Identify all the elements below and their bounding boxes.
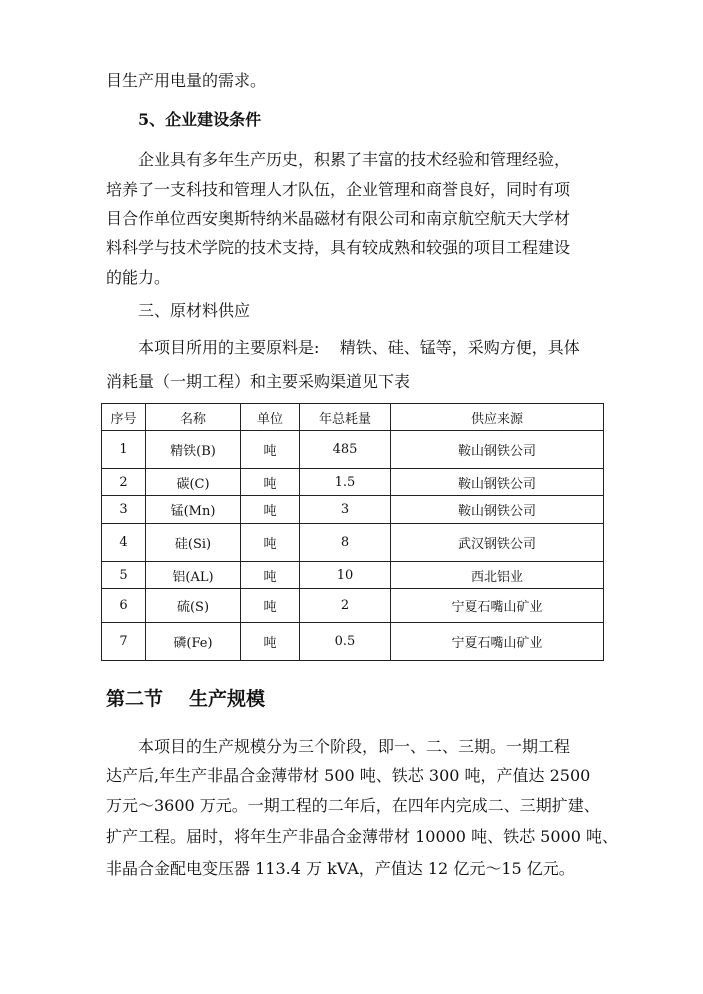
section-number: 第二节	[106, 688, 164, 710]
col-header-unit: 单位	[241, 404, 300, 431]
table-row	[102, 562, 604, 589]
cell-unit: 吨	[241, 431, 300, 469]
paragraph-line: 目生产用电量的需求。	[106, 71, 267, 90]
cell-consumption: 10	[300, 562, 391, 589]
col-header-index: 序号	[102, 404, 146, 431]
paragraph-line: 非晶合金配电变压器 113.4 万 kVA，产值达 12 亿元～15 亿元。	[106, 859, 575, 878]
table-header-row	[102, 404, 604, 431]
table-row	[102, 469, 604, 496]
cell-name: 碳(C)	[146, 469, 241, 496]
section-title: 生产规模	[189, 688, 266, 710]
cell-index: 4	[102, 524, 146, 562]
cell-source: 武汉钢铁公司	[391, 524, 604, 562]
cell-name: 硫(S)	[146, 589, 241, 623]
cell-consumption: 1.5	[300, 469, 391, 496]
cell-consumption: 8	[300, 524, 391, 562]
cell-source: 宁夏石嘴山矿业	[391, 589, 604, 623]
cell-consumption: 0.5	[300, 623, 391, 661]
cell-index: 7	[102, 623, 146, 661]
cell-unit: 吨	[241, 562, 300, 589]
paragraph-line: 达产后,年生产非晶合金薄带材 500 吨、铁芯 300 吨，产值达 2500	[106, 766, 591, 785]
paragraph-line: 本项目的生产规模分为三个阶段，即一、二、三期。一期工程	[138, 737, 571, 756]
paragraph-line: 企业具有多年生产历史，积累了丰富的技术经验和管理经验，	[138, 150, 571, 169]
table-row	[102, 589, 604, 623]
cell-unit: 吨	[241, 623, 300, 661]
cell-source: 鞍山钢铁公司	[391, 469, 604, 496]
cell-source: 西北铝业	[391, 562, 604, 589]
table-row	[102, 431, 604, 469]
section-heading-enterprise-conditions: 5、企业建设条件	[138, 110, 262, 129]
cell-unit: 吨	[241, 469, 300, 496]
paragraph-line: 培养了一支科技和管理人才队伍，企业管理和商誉良好，同时有项	[106, 180, 571, 199]
cell-unit: 吨	[241, 524, 300, 562]
table-row	[102, 524, 604, 562]
section-heading-production-scale	[106, 684, 265, 711]
cell-index: 1	[102, 431, 146, 469]
cell-index: 5	[102, 562, 146, 589]
paragraph-line: 消耗量（一期工程）和主要采购渠道见下表	[106, 372, 411, 391]
paragraph-line: 的能力。	[106, 268, 171, 287]
section-heading-raw-materials: 三、原材料供应	[138, 301, 251, 320]
cell-consumption: 485	[300, 431, 391, 469]
cell-name: 铝(AL)	[146, 562, 241, 589]
paragraph-line: 本项目所用的主要原料是: 精铁、硅、锰等，采购方便，具体	[138, 338, 580, 357]
cell-source: 鞍山钢铁公司	[391, 431, 604, 469]
cell-consumption: 3	[300, 496, 391, 524]
raw-material-table	[101, 403, 604, 661]
paragraph-line: 扩产工程。届时，将年生产非晶合金薄带材 10000 吨、铁芯 5000 吨、	[106, 827, 618, 846]
cell-source: 鞍山钢铁公司	[391, 496, 604, 524]
cell-name: 锰(Mn)	[146, 496, 241, 524]
col-header-name: 名称	[146, 404, 241, 431]
table-row	[102, 623, 604, 661]
table-row	[102, 496, 604, 524]
cell-index: 2	[102, 469, 146, 496]
cell-unit: 吨	[241, 496, 300, 524]
col-header-supply-source: 供应来源	[391, 404, 604, 431]
cell-index: 6	[102, 589, 146, 623]
paragraph-line: 万元～3600 万元。一期工程的二年后，在四年内完成二、三期扩建、	[106, 796, 600, 815]
cell-name: 磷(Fe)	[146, 623, 241, 661]
cell-source: 宁夏石嘴山矿业	[391, 623, 604, 661]
col-header-annual-consumption: 年总耗量	[300, 404, 391, 431]
paragraph-line: 目合作单位西安奥斯特纳米晶磁材有限公司和南京航空航天大学材	[106, 209, 571, 228]
cell-consumption: 2	[300, 589, 391, 623]
cell-name: 精铁(B)	[146, 431, 241, 469]
cell-index: 3	[102, 496, 146, 524]
paragraph-line: 料科学与技术学院的技术支持，具有较成熟和较强的项目工程建设	[106, 238, 571, 257]
cell-unit: 吨	[241, 589, 300, 623]
cell-name: 硅(Si)	[146, 524, 241, 562]
